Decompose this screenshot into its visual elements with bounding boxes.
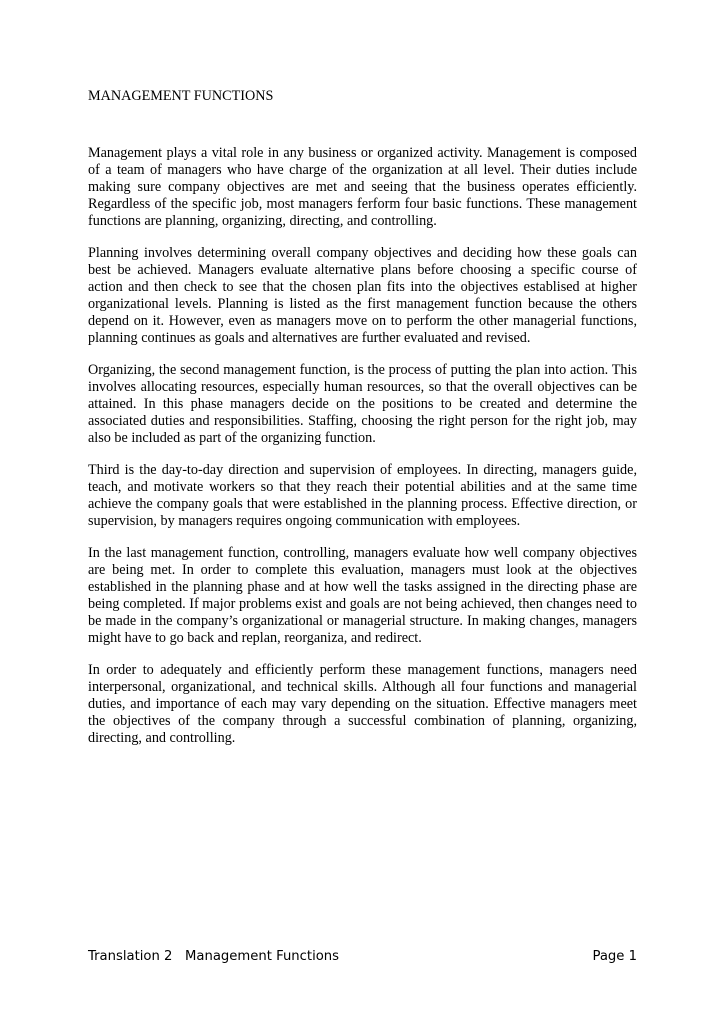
page-footer	[88, 947, 637, 967]
paragraph-planning: Planning involves determining overall company objectives and deciding how these goals can best be achieved. Managers evaluate alternative plans before choosing a specific course of action and then check to see that the chosen plan fits into the objectives establised at higher organizational levels. Planning is listed as the first management function because the others depend on it. However, even as managers move on to perform the other managerial functions, planning continues as goals and alternatives are further evaluated and revised.	[88, 245, 637, 346]
document-title: MANAGEMENT FUNCTIONS	[88, 88, 274, 104]
paragraph-organizing: Organizing, the second management function, is the process of putting the plan into action. This involves allocating resources, especially human resources, so that the overall objectives can be attained. In this phase managers decide on the positions to be created and determine the associated duties and responsibilities. Staffing, choosing the right person for the right job, may also be included as part of the organizing function.	[88, 362, 637, 446]
paragraph-controlling: In the last management function, controlling, managers evaluate how well company objectives are being met. In order to complete this evaluation, managers must look at the objectives established in the planning phase and at how well the tasks assigned in the directing phase are being completed. If major problems exist and goals are not being achieved, then changes need to be made in the company’s organizational or managerial structure. In making changes, managers might have to go back and replan, reorganiza, and redirect.	[88, 545, 637, 646]
paragraph-conclusion: In order to adequately and efficiently perform these management functions, managers need interpersonal, organizational, and technical skills. Although all four functions and managerial duties, and importance of each may vary depending on the situation. Effective managers meet the objectives of the company through a successful combination of planning, organizing, directing, and controlling.	[88, 662, 637, 746]
document-body	[88, 145, 637, 762]
footer-document-label: Translation 2 Management Functions	[88, 949, 340, 964]
paragraph-directing: Third is the day-to-day direction and supervision of employees. In directing, managers guide, teach, and motivate workers so that they reach their potential abilities and at the same time achieve the company goals that were established in the planning process. Effective direction, or supervision, by managers requires ongoing communication with employees.	[88, 462, 637, 529]
paragraph-introduction: Management plays a vital role in any business or organized activity. Management is composed of a team of managers who have charge of the organization at all level. Their duties include making sure company objectives are met and seeing that the business operates efficiently. Regardless of the specific job, most managers ferform four basic functions. These management functions are planning, organizing, directing, and controlling.	[88, 145, 637, 229]
footer-page-number: Page 1	[592, 949, 637, 964]
